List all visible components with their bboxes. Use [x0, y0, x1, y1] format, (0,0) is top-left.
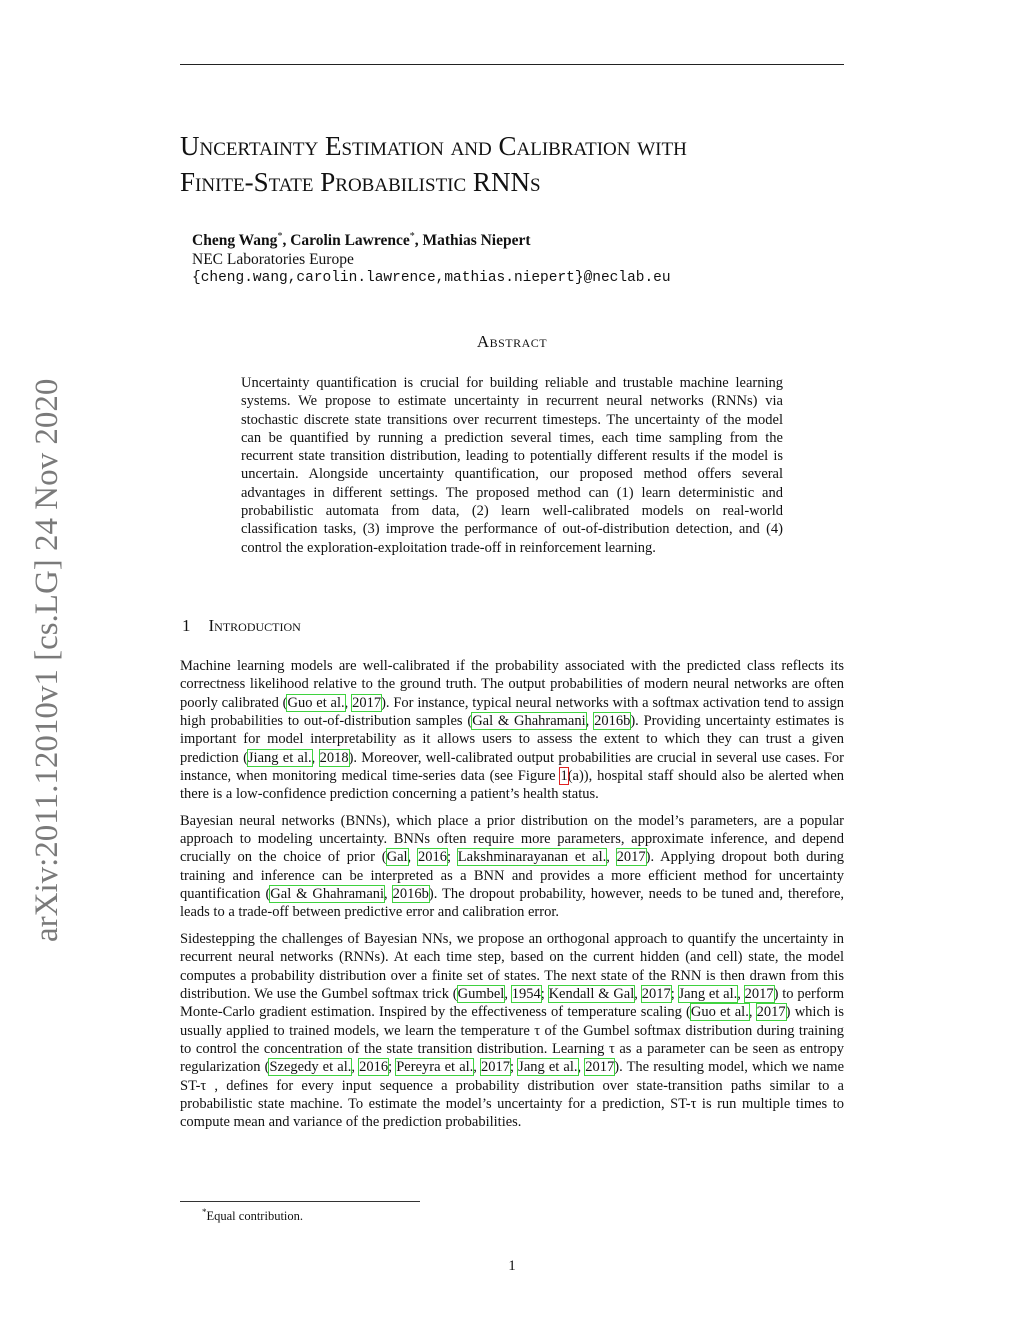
citation-link[interactable]: Guo et al. [690, 1004, 749, 1021]
top-rule [180, 64, 844, 65]
title-line-1: Uncertainty Estimation and Calibration with [180, 131, 687, 161]
author-3: Mathias Niepert [422, 232, 531, 250]
equal-contrib-mark: * [277, 231, 283, 242]
footnote-mark: * [202, 1207, 207, 1217]
title-line-2: Finite-State Probabilistic RNNs [180, 167, 541, 197]
section-title: Introduction [208, 616, 301, 635]
citation-link[interactable]: Gal & Ghahramani [472, 713, 586, 730]
section-heading [182, 616, 301, 636]
author-block [192, 227, 852, 288]
body-text [180, 657, 844, 1140]
page-number: 1 [508, 1258, 516, 1274]
citation-link[interactable]: Jang et al. [518, 1059, 578, 1076]
citation-link[interactable]: Jang et al. [678, 985, 738, 1002]
author-2: Carolin Lawrence [290, 232, 410, 250]
citation-link[interactable]: Gal & Ghahramani [270, 886, 385, 903]
citation-link[interactable]: 2016b [594, 713, 631, 730]
affiliation: NEC Laboratories Europe [192, 251, 354, 269]
figure-ref-link[interactable]: 1 [560, 768, 568, 785]
citation-link[interactable]: Gal [386, 849, 408, 866]
citation-link[interactable]: Lakshminarayanan et al. [457, 849, 607, 866]
abstract-heading: Abstract [476, 332, 548, 351]
citation-link[interactable]: 2017 [585, 1059, 615, 1076]
author-names: Cheng Wang*, Carolin Lawrence*, Mathias Niepert [192, 231, 531, 250]
citation-link[interactable]: 2018 [319, 749, 349, 766]
paragraph-3: Sidestepping the challenges of Bayesian NNs, we propose an orthogonal approach to quantify the uncertainty in recurrent neural networks (RNNs). At each time step, based on the current hidden (and cell) state, the model computes a probability distribution over a finite set of states. The next state of the RNN is then drawn from this distribution. We use the Gumbel softmax trick (Gumbel, 1954; Kendall & Gal, 2017; Jang et al., 2017) to perform Monte-Carlo gradient estimation. Inspired by the effectiveness of temperature scaling (Guo et al., 2017) which is usually applied to trained models, we learn the temperature τ of the Gumbel softmax distribution during training to control the concentration of the state transition distribution. Learning τ as a parameter can be seen as entropy regularization (Szegedy et al., 2016; Pereyra et al., 2017; Jang et al., 2017). The resulting model, which we name ST-τ , defines for every input sequence a probability distribution over state-transition paths similar to a probabilistic state machine. To estimate the model’s uncertainty for a prediction, ST-τ is run multiple times to compute mean and variance of the prediction probabilities. [180, 930, 845, 1131]
citation-link[interactable]: 2017 [744, 985, 774, 1002]
footnote [202, 1207, 303, 1224]
footnote-rule [180, 1201, 420, 1202]
equal-contrib-mark: * [409, 231, 415, 242]
citation-link[interactable]: 2017 [481, 1059, 511, 1076]
citation-link[interactable]: 2017 [352, 694, 382, 711]
author-emails: {cheng.wang,carolin.lawrence,mathias.niepert}@neclab.eu [192, 270, 671, 287]
citation-link[interactable]: Gumbel [457, 985, 505, 1002]
paragraph-1: Machine learning models are well-calibrated if the probability associated with the predicted class reflects its correctness likelihood relative to the ground truth. The output probabilities of modern neural networks are often poorly calibrated (Guo et al., 2017). For instance, typical neural networks with a softmax activation tend to assign high probabilities to out-of-distribution samples (Gal & Ghahramani, 2016b). Providing uncertainty estimates is important for model interpretability as it allows users to assess the extent to which they can trust a given prediction (Jiang et al., 2018). Moreover, well-calibrated output probabilities are crucial in several use cases. For instance, when monitoring medical time-series data (see Figure 1(a)), hospital staff should also be alerted when there is a low-confidence prediction concerning a patient’s health status. [180, 658, 845, 803]
citation-link[interactable]: 2016 [417, 849, 447, 866]
citation-link[interactable]: Kendall & Gal [548, 985, 635, 1002]
paragraph-2: Bayesian neural networks (BNNs), which place a prior distribution on the model’s parameters, are a popular approach to modeling uncertainty. BNNs often require more parameters, approximate inference, and depend crucially on the choice of prior (Gal, 2016; Lakshminarayanan et al., 2017). Applying dropout both during training and inference can be interpreted as a BNN and provides a more efficient method for uncertainty quantification (Gal & Ghahramani, 2016b). The dropout probability, however, needs to be tuned and, therefore, leads to a trade-off between predictive error and calibration error. [180, 812, 845, 921]
citation-link[interactable]: 2016 [359, 1059, 389, 1076]
citation-link[interactable]: 2017 [616, 849, 646, 866]
abstract-text: Uncertainty quantification is crucial for building reliable and trustable machine learning systems. We propose to estimate uncertainty in recurrent neural networks (RNNs) via stochastic discrete state transitions over recurrent timesteps. The uncertainty of the model can be quantified by running a prediction several times, each time sampling from the recurrent state transition distribution, leading to potentially different results if the model is uncertain. Alongside uncertainty quantification, our proposed method offers several advantages in different settings. The proposed method can (1) learn deterministic and probabilistic automata from data, (2) learn well-calibrated models on real-world classification tasks, (3) improve the performance of out-of-distribution detection, and (4) control the exploration-exploitation trade-off in reinforcement learning. [241, 375, 783, 556]
arxiv-stamp: arXiv:2011.12010v1 [cs.LG] 24 Nov 2020 [29, 378, 65, 942]
author-1: Cheng Wang [192, 232, 278, 250]
citation-link[interactable]: Jiang et al. [247, 749, 312, 766]
citation-link[interactable]: Guo et al. [287, 694, 345, 711]
paper-title [180, 128, 860, 200]
citation-link[interactable]: Pereyra et al. [396, 1059, 474, 1076]
citation-link[interactable]: Szegedy et al. [269, 1059, 352, 1076]
citation-link[interactable]: 2017 [641, 985, 671, 1002]
citation-link[interactable]: 2016b [392, 886, 429, 903]
section-number: 1 [182, 616, 191, 635]
citation-link[interactable]: 1954 [511, 985, 541, 1002]
citation-link[interactable]: 2017 [756, 1004, 786, 1021]
footnote-text: Equal contribution. [206, 1209, 304, 1224]
